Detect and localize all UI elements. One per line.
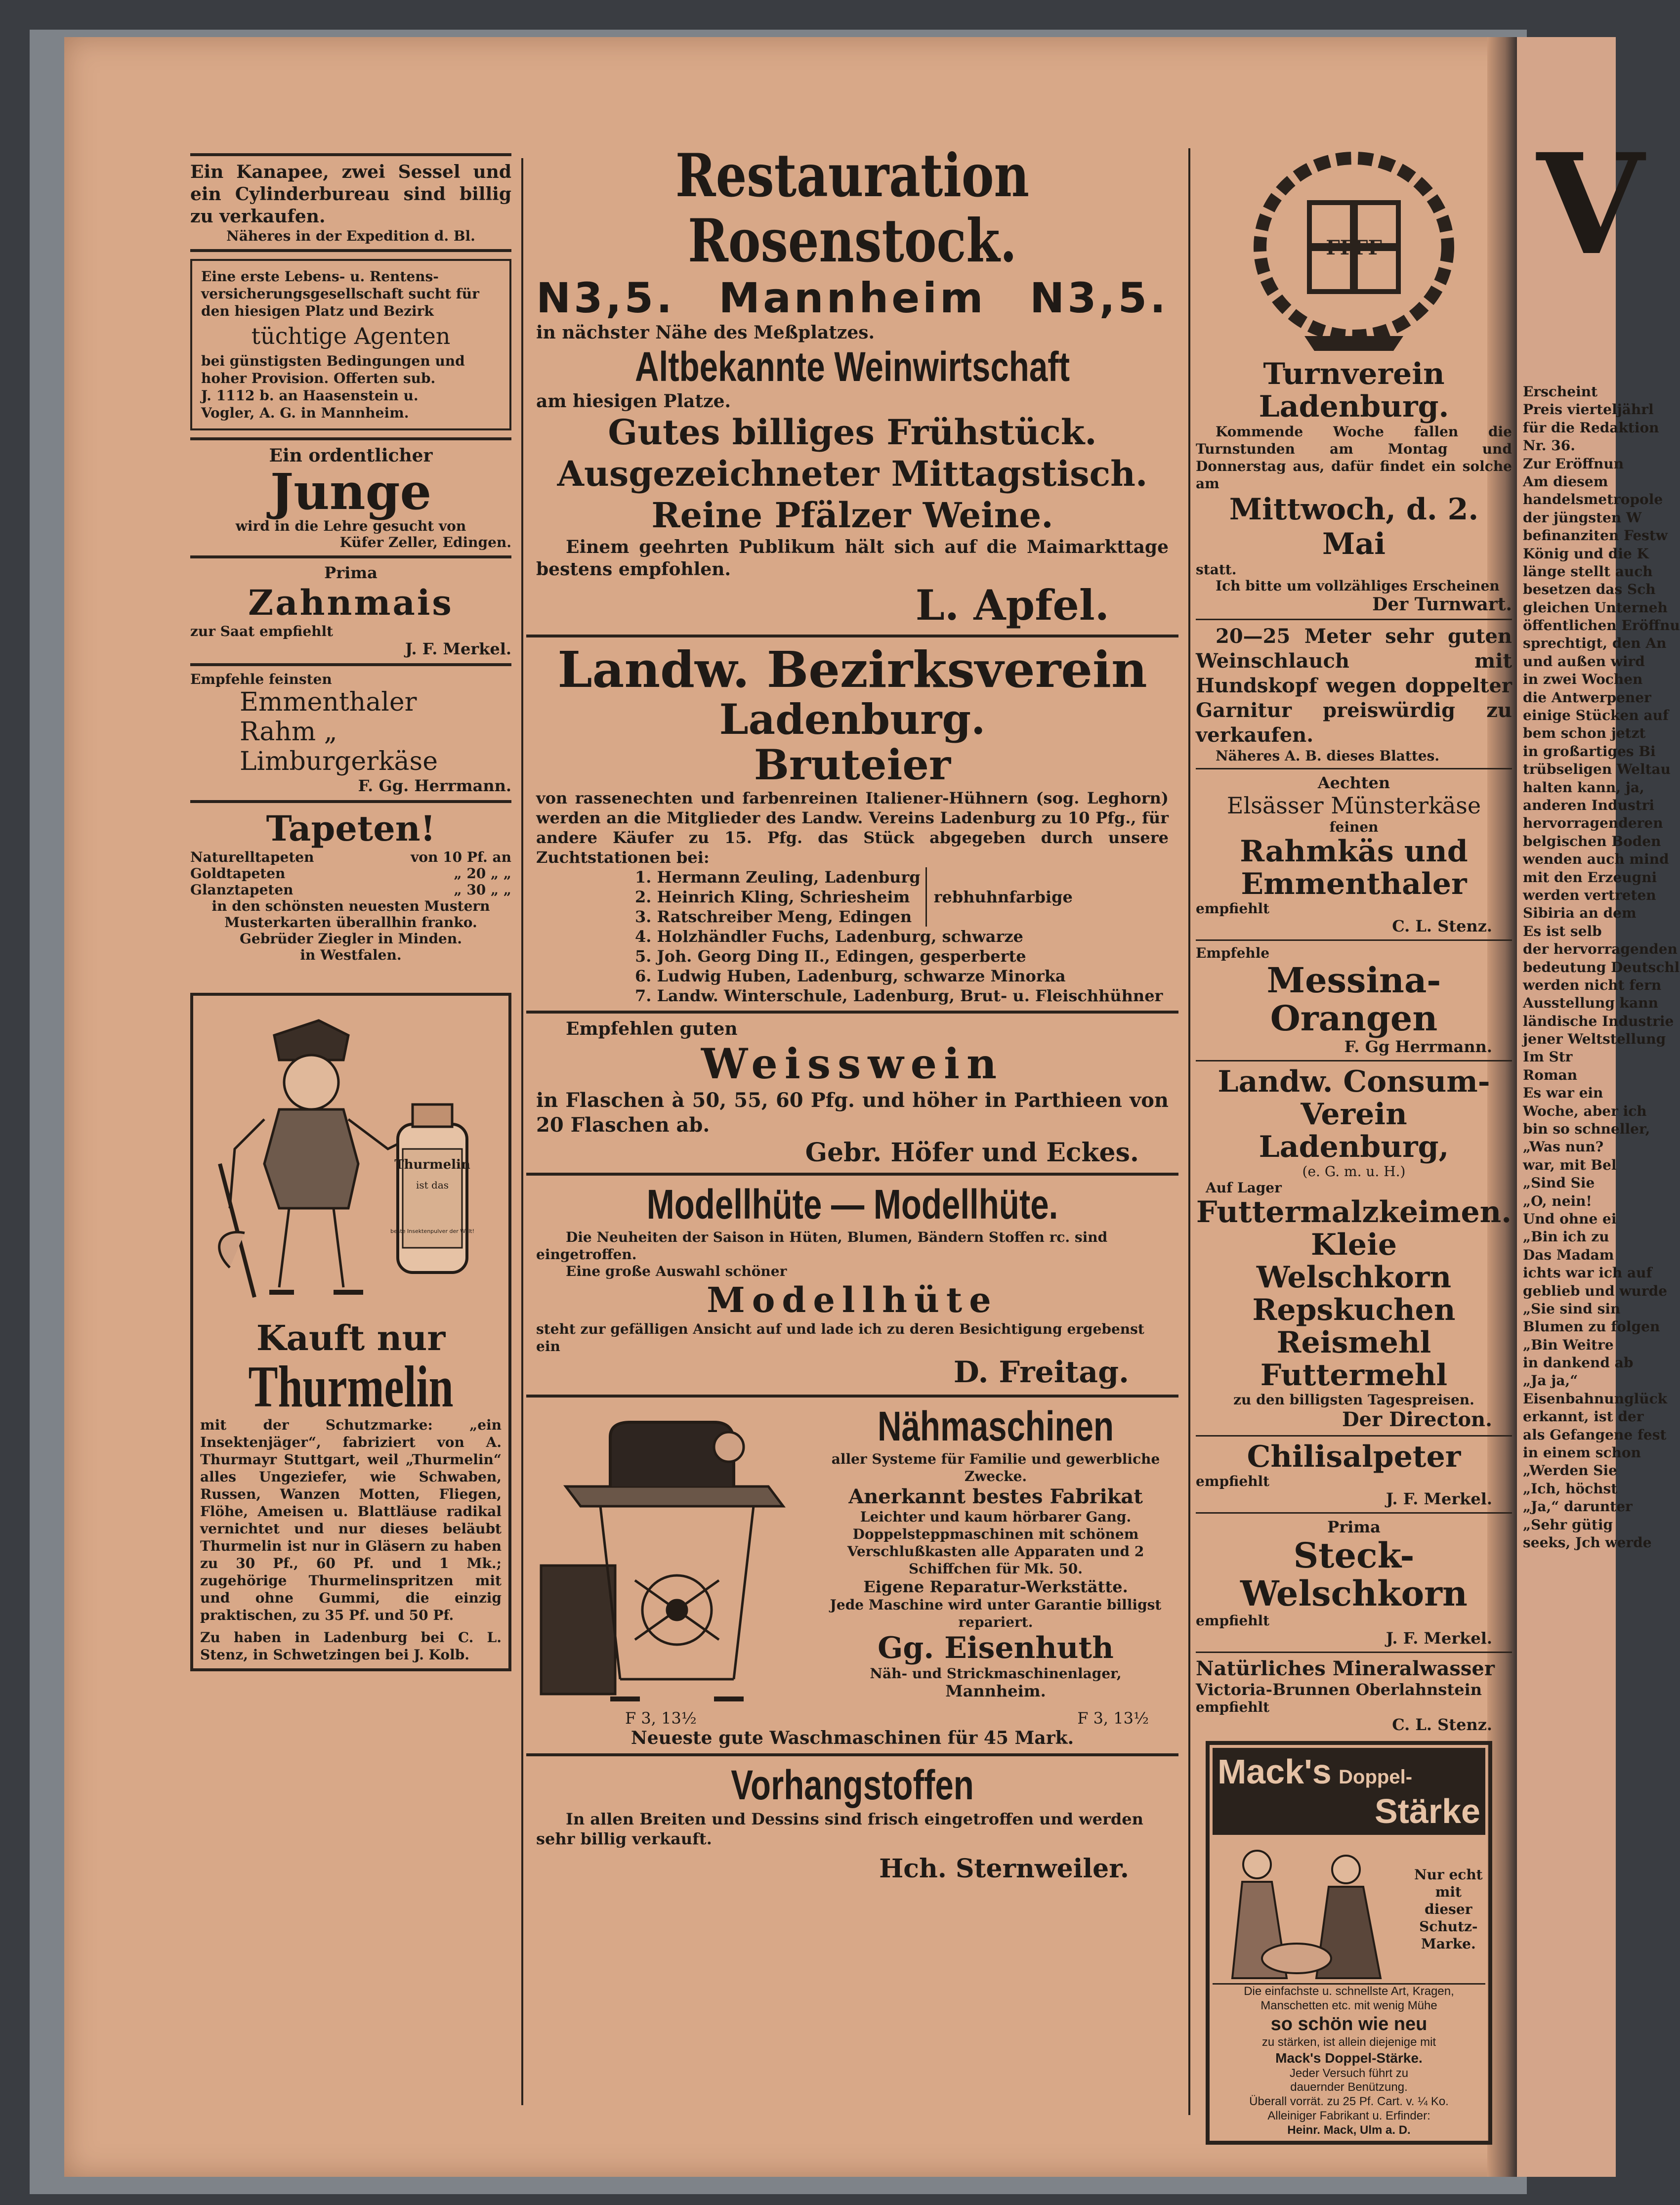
adjacent-page-line: werden nicht fern (1523, 976, 1662, 993)
bracket-note: rebhuhnfarbige (925, 867, 1073, 927)
ad-line: Eine erste Lebens- u. Rentens- (201, 268, 439, 285)
adjacent-page-line: die Antwerpener (1523, 689, 1651, 706)
adjacent-page-line: seeks, Jch werde (1523, 1534, 1652, 1551)
ad-line: Nur echt (1414, 1866, 1483, 1883)
adjacent-page-line: für die Redaktion (1523, 419, 1659, 436)
ad-muensterkaese (1196, 773, 1512, 935)
ad-line: Jede Maschine wird unter Garantie billigst repariert. (830, 1596, 1162, 1630)
ad-headline: so schön wie neu (1270, 2013, 1428, 2035)
ad-headline: Restauration Rosenstock. (675, 141, 1030, 276)
adjacent-page-line: Im Str (1523, 1049, 1573, 1065)
ad-signature: F. Gg Herrmann. (1344, 1037, 1492, 1056)
ad-body: Einem geehrten Publikum hält sich auf die Maimarkttage bestens empfohlen. (536, 537, 1169, 580)
ad-line: empfiehlt (1196, 1612, 1270, 1629)
ad-thurmelin (190, 993, 511, 1671)
adjacent-page-line: besetzen das Sch (1523, 581, 1656, 598)
ad-text: Ein Kanapee, zwei Sessel und ein Cylinderbureau sind billig zu verkaufen. (190, 162, 511, 227)
ad-line: Eigene Reparatur-Werkstätte. (863, 1577, 1128, 1596)
adjacent-page-fragment (1517, 37, 1680, 2177)
ad-headline: Victoria-Brunnen Oberlahnstein (1196, 1680, 1482, 1699)
ad-line: Überall vorrät. zu 25 Pf. Cart. v. ¼ Ko. (1249, 2095, 1449, 2109)
adjacent-page-line: Am diesem (1523, 473, 1608, 490)
ad-line: mit (1435, 1883, 1462, 1900)
adjacent-page-line: länge stellt auch (1523, 563, 1653, 580)
adjacent-page-line: Roman (1523, 1066, 1578, 1083)
ad-line: Empfehle feinsten (190, 671, 332, 687)
brand-name: Doppel- (1339, 1766, 1413, 1788)
adjacent-page-line: „Ich, höchst (1523, 1480, 1618, 1497)
ad-signature: Der Turnwart. (1372, 594, 1512, 615)
adjacent-page-line: trübseligen Weltau (1523, 761, 1671, 778)
column-rule (521, 158, 523, 2105)
adjacent-page-line: Zur Eröffnun (1523, 455, 1624, 472)
ad-line: dieser (1425, 1901, 1472, 1917)
ad-line: Näheres A. B. dieses Blattes. (1216, 748, 1440, 764)
ad-body: 20—25 Meter sehr guten Weinschlauch mit Hundskopf wegen doppelter Garnitur preiswürdig zu verkaufen. (1196, 625, 1512, 747)
ad-line: aller Systeme für Familie und gewerbliche Zwecke. (831, 1450, 1160, 1484)
ad-line: Eine große Auswahl schöner (566, 1263, 787, 1279)
ad-signature: Gg. Eisenhuth (878, 1630, 1114, 1665)
ad-headline: Landw. Consum-Verein (1218, 1064, 1490, 1132)
masthead-fragment: V (1537, 124, 1644, 286)
adjacent-page-line: der hervorragenden (1523, 941, 1678, 958)
adjacent-page-line: halten kann, ja, (1523, 779, 1644, 796)
address: N3,5. (1029, 274, 1169, 322)
ad-line: Mannheim. (945, 1681, 1046, 1700)
ad-line: Die einfachste u. schnellste Art, Kragen, (1244, 1985, 1454, 1998)
middle-column (526, 143, 1178, 1884)
ad-macks-doppel-staerke (1206, 1741, 1492, 2145)
ad-line: Ich bitte um vollzähliges Erscheinen (1216, 578, 1500, 594)
adjacent-page-line: einige Stücken auf (1523, 707, 1669, 724)
ad-consum-verein (1196, 1065, 1512, 1431)
ad-line: Auf Lager (1206, 1180, 1282, 1196)
ad-vorhangstoffen (526, 1761, 1178, 1884)
adjacent-page-line: Preis vierteljährl (1523, 401, 1654, 418)
ad-body: Kommende Woche fallen die Turnstunden am Montag und Donnerstag aus, dafür findet ein solche am (1196, 424, 1512, 492)
list-item: 6. Ludwig Huben, Ladenburg, schwarze Minorka (635, 966, 1066, 985)
ad-line: J. 1112 b. an Haasenstein u. (201, 387, 419, 404)
ad-messina-orangen (1196, 945, 1512, 1056)
adjacent-page-line: Nr. 36. (1523, 437, 1575, 454)
wreath-emblem (1196, 148, 1512, 356)
ad-line: Heinr. Mack, Ulm a. D. (1287, 2123, 1411, 2137)
ad-line: am hiesigen Platze. (536, 391, 731, 412)
ad-line: Mack's Doppel-Stärke. (1275, 2050, 1423, 2066)
ad-product: Futtermehl (1260, 1358, 1448, 1393)
list-item: 7. Landw. Winterschule, Ladenburg, Brut- u. Fleischhühner (635, 986, 1163, 1005)
list-item: 2. Heinrich Kling, Schriesheim (635, 887, 910, 906)
ad-line: Aechten (1317, 773, 1390, 792)
ad-line: Marke. (1421, 1935, 1476, 1952)
sewing-machine-illustration (536, 1402, 813, 1709)
ad-chilisalpeter (1196, 1441, 1512, 1508)
ad-line: versicherungsgesellschaft sucht für (201, 286, 479, 302)
ad-line: dauernder Benützung. (1290, 2080, 1408, 2094)
adjacent-page-line: ländische Industrie (1523, 1013, 1674, 1029)
adjacent-page-line: belgischen Boden (1523, 833, 1661, 849)
adjacent-page-line: Ausstellung kann (1523, 995, 1658, 1012)
adjacent-page-line: König und die K (1523, 545, 1649, 562)
ad-junge (190, 445, 511, 551)
ad-signature: Der Directon. (1342, 1408, 1492, 1431)
ad-product: Repskuchen (1252, 1293, 1456, 1327)
ad-line: Alleiniger Fabrikant u. Erfinder: (1267, 2109, 1430, 2122)
ad-body: von rassenechten und farbenreinen Italiener-Hühnern (sog. Leghorn) werden an die Mitglieder des Landw. Vereins Ladenburg zu 10 Pfg., für andere Käufer zu 15. Pfg. das Stück abgegeben durch unsere Zuchtstationen bei: (536, 788, 1169, 867)
ad-line: zu den billigsten Tagespreisen. (1233, 1392, 1474, 1408)
ad-headline: Rahmkäs und (1240, 834, 1468, 869)
ad-line: Gebrüder Ziegler in Minden. (240, 931, 462, 947)
ad-product: Welschkorn (1256, 1260, 1452, 1295)
adjacent-page-line: in dankend ab (1523, 1355, 1634, 1371)
ad-line: Prima (324, 563, 378, 582)
ad-body: mit der Schutzmarke: „ein Insektenjäger“, fabriziert von A. Thurmayr Stuttgart, weil „Thurmelin“ alles Ungeziefer, wie Schwaben, Russen, Wanzen Motten, Fliegen, Flöhe, Ameisen u. Blattläuse radikal vernichtet und nur dieses beläubt Thurmelin ist nur in Gläsern zu haben zu 30 Pf., 60 Pf. und 1 Mk.; zugehörige Thurmelinspritzen mit und ohne Gummi, die einzig praktischen, zu 35 Pf. und 50 Pf. (200, 1417, 502, 1623)
ad-line: Näh- und Strickmaschinenlager, (870, 1665, 1122, 1682)
ad-headline: Vorhangstoffen (731, 1761, 974, 1808)
ad-headline: Ladenburg, (1259, 1130, 1449, 1164)
ad-line: Prima (1327, 1518, 1381, 1536)
address: F 3, 13½ (1077, 1708, 1149, 1728)
ad-headline: Steck-Welschkorn (1240, 1535, 1468, 1614)
ad-line: Schutz- (1419, 1918, 1478, 1935)
ad-line: Leichter und kaum hörbarer Gang. (860, 1508, 1132, 1525)
ad-signature: Küfer Zeller, Edingen. (339, 534, 511, 551)
ad-line: Limburgerkäse (240, 747, 438, 776)
ad-line: den hiesigen Platz und Bezirk (201, 303, 434, 319)
adjacent-page-line: jener Weltstellung (1523, 1031, 1666, 1048)
ad-line: wird in die Lehre gesucht von (235, 518, 466, 534)
bottle-label-line: beste Insektenpulver der Welt! (390, 1228, 475, 1234)
ad-line: Rahm „ (240, 717, 337, 747)
brand-name: Mack's (1218, 1752, 1332, 1791)
adjacent-page-line: geblieb und wurde (1523, 1282, 1668, 1299)
ad-headline: Zahnmais (248, 582, 454, 623)
adjacent-page-line: „Bin Weitre (1523, 1336, 1614, 1353)
ad-headline: Ausgezeichneter Mittagstisch. (557, 453, 1148, 494)
ad-line: Ein ordentlicher (269, 445, 433, 466)
adjacent-page-line: „Sind Sie (1523, 1175, 1595, 1191)
ad-signature: L. Apfel. (915, 581, 1109, 630)
adjacent-page-line: sprechtigt, den An (1523, 635, 1667, 652)
adjacent-page-line: wenden auch mind (1523, 851, 1669, 868)
ad-line: empfiehlt (1196, 1699, 1270, 1715)
ad-line: empfiehlt (1196, 1473, 1270, 1489)
adjacent-page-line: gleichen Unterneh (1523, 599, 1668, 616)
adjacent-page-line: in einem schon (1523, 1444, 1641, 1461)
ad-headline: Gutes billiges Frühstück. (608, 412, 1097, 453)
adjacent-page-line: „Ja,“ darunter (1523, 1498, 1633, 1515)
adjacent-page-line: „O, nein! (1523, 1192, 1592, 1209)
ad-line: Naturelltapeten (190, 849, 314, 865)
adjacent-page-line: befinanziten Festw (1523, 527, 1668, 544)
ad-signature: J. F. Merkel. (1386, 1629, 1492, 1648)
ad-line: Glanztapeten (190, 882, 294, 898)
ad-modellhuete (526, 1181, 1178, 1390)
ad-headline: Tapeten! (266, 808, 436, 849)
ad-line: Emmenthaler (240, 687, 417, 717)
adjacent-page-line: „Ja ja,“ (1523, 1372, 1578, 1389)
ad-signature: D. Freitag. (953, 1355, 1129, 1390)
ad-signature: J. F. Merkel. (405, 639, 511, 658)
ad-zahnmais (190, 563, 511, 658)
ad-steck-welschkorn (1196, 1518, 1512, 1648)
adjacent-page-line: Es ist selb (1523, 923, 1602, 939)
ad-line: bei günstigsten Bedingungen und (201, 353, 465, 369)
ad-headline: Modellhüte — Modellhüte. (646, 1181, 1058, 1228)
ad-bezirksverein (526, 642, 1178, 1006)
ad-line: Musterkarten überallhin franko. (224, 914, 477, 931)
ad-body: Doppelsteppmaschinen mit schönem Verschlußkasten alle Apparaten und 2 Schiffchen für Mk. 50. (847, 1526, 1144, 1577)
adjacent-page-line: „Werden Sie (1523, 1462, 1617, 1479)
ad-line: Vogler, A. G. in Mannheim. (201, 405, 409, 421)
adjacent-page-line: mit den Erzeugni (1523, 869, 1657, 886)
adjacent-page-line: in großartiges Bi (1523, 743, 1656, 760)
brand-name: Stärke (1374, 1792, 1480, 1830)
ad-headline: Modellhüte (707, 1279, 998, 1320)
ad-line: „ 30 „ „ (454, 882, 511, 898)
ad-headline: Bruteier (754, 740, 951, 790)
insect-hunter-illustration (200, 1001, 477, 1317)
ad-line: Empfehle (1196, 945, 1270, 961)
list-item: 5. Joh. Georg Ding II., Edingen, gesperberte (635, 946, 1026, 966)
ad-line: „ 20 „ „ (454, 865, 511, 882)
adjacent-page-line: „Was nun? (1523, 1139, 1604, 1155)
ad-line: Goldtapeten (190, 865, 286, 882)
ad-tapeten (190, 808, 511, 963)
adjacent-page-line: der jüngsten W (1523, 509, 1642, 526)
ad-line: statt. (1196, 561, 1237, 578)
ad-product: Reismehl (1276, 1325, 1431, 1360)
ad-headline: tüchtige Agenten (251, 323, 451, 349)
ad-line: zu stärken, ist allein diejenige mit (1261, 2035, 1436, 2049)
ad-naehmaschinen (526, 1402, 1178, 1709)
ad-note: Näheres in der Expedition d. Bl. (226, 228, 475, 244)
adjacent-page-line: anderen Industri (1523, 797, 1655, 813)
ad-restauration-rosenstock (526, 143, 1178, 630)
ad-line: in den schönsten neuesten Mustern (211, 898, 490, 914)
adjacent-page-line: Erscheint (1523, 383, 1598, 400)
adjacent-page-line: bedeutung Deutschl (1523, 959, 1680, 975)
address: F 3, 13½ (625, 1708, 697, 1728)
adjacent-page-text (1517, 274, 1680, 1552)
ad-product: Futtermalzkeimen. (1196, 1195, 1512, 1230)
adjacent-page-line: Woche, aber ich (1523, 1102, 1647, 1119)
adjacent-page-line: Das Madam (1523, 1246, 1614, 1263)
list-item: 4. Holzhändler Fuchs, Ladenburg, schwarze (635, 927, 1023, 946)
ad-signature: C. L. Stenz. (1392, 917, 1492, 935)
ad-body: steht zur gefälligen Ansicht auf und lade ich zu deren Besichtigung ergebenst ein (536, 1320, 1144, 1355)
ad-line: Empfehlen guten (566, 1018, 738, 1039)
ad-headline: Natürliches Mineralwasser (1196, 1657, 1495, 1680)
adjacent-page-line: Es war ein (1523, 1085, 1603, 1102)
adjacent-page-line: Und ohne ei (1523, 1210, 1617, 1227)
ad-line: feinen (1329, 819, 1379, 835)
adjacent-page-line: erkannt, ist der (1523, 1408, 1644, 1425)
ad-body: In allen Breiten und Dessins sind frisch eingetroffen und werden sehr billig verkauft. (536, 1809, 1143, 1848)
adjacent-page-line: Eisenbahnunglück (1523, 1390, 1668, 1407)
ad-signature: C. L. Stenz. (1392, 1715, 1492, 1734)
adjacent-page-line: und außen wird (1523, 653, 1645, 670)
ad-headline: Weisswein (701, 1039, 1004, 1088)
ad-headline: Reine Pfälzer Weine. (651, 495, 1053, 536)
ad-product-name: Thurmelin (248, 1354, 454, 1419)
ad-headline: Chilisalpeter (1247, 1440, 1461, 1474)
ad-line: zur Saat empfiehlt (190, 623, 334, 639)
address: N3,5. (536, 274, 675, 322)
adjacent-page-line: bin so schneller, (1523, 1121, 1650, 1138)
emblem-lettering: FFFF (1326, 236, 1382, 259)
adjacent-page-line: öffentlichen Eröffnu (1523, 617, 1680, 634)
ad-headline: Elsässer Münsterkäse (1226, 792, 1481, 819)
adjacent-page-line: war, mit Bel (1523, 1156, 1617, 1173)
column-rule (1188, 148, 1190, 2115)
list-item: 1. Hermann Zeuling, Ladenburg (635, 867, 921, 887)
ad-body: in Flaschen à 50, 55, 60 Pfg. und höher in Parthieen von 20 Flaschen ab. (536, 1088, 1169, 1137)
ad-signature: Gebr. Höfer und Eckes. (805, 1137, 1139, 1168)
ad-signature: J. F. Merkel. (1386, 1489, 1492, 1508)
left-column (190, 148, 511, 1671)
ad-footer: Zu haben in Ladenburg bei C. L. Stenz, in Schwetzingen bei J. Kolb. (200, 1629, 502, 1663)
adjacent-page-line: „Bin ich zu (1523, 1229, 1609, 1245)
ad-line: in Westfalen. (300, 947, 402, 963)
ad-line: in nächster Nähe des Meßplatzes. (536, 322, 875, 343)
ad-line: (e. G. m. u. H.) (1302, 1163, 1406, 1180)
adjacent-page-line: „Sehr gütig (1523, 1516, 1613, 1533)
ad-kanapee (190, 161, 511, 244)
ad-headline: Junge (270, 463, 432, 521)
ad-agenten (190, 259, 511, 430)
adjacent-page-line: ichts war ich auf (1523, 1265, 1652, 1281)
ad-weinschlauch (1196, 624, 1512, 764)
ad-weisswein (526, 1018, 1178, 1168)
ad-line: Neueste gute Waschmaschinen für 45 Mark. (630, 1727, 1074, 1748)
ad-headline: Kauft nur (256, 1317, 446, 1358)
ad-emmenthaler (190, 671, 511, 795)
ad-line: Anerkannt bestes Fabrikat (848, 1484, 1143, 1508)
ad-headline: Emmenthaler (1241, 867, 1467, 901)
ad-headline: Messina-Orangen (1266, 960, 1441, 1039)
ad-line: hoher Provision. Offerten sub. (201, 370, 436, 386)
ad-mineralwasser (1196, 1657, 1512, 1734)
ad-signature: F. Gg. Herrmann. (358, 776, 511, 795)
adjacent-page-line: „Sie sind sin (1523, 1300, 1621, 1317)
ad-headline: Altbekannte Weinwirtschaft (635, 343, 1070, 390)
adjacent-page-line: bem schon jetzt (1523, 725, 1646, 742)
ad-signature: Hch. Sternweiler. (879, 1853, 1129, 1884)
bottle-label-name: Thurmelin (394, 1157, 470, 1172)
ad-body: Die Neuheiten der Saison in Hüten, Blumen, Bändern Stoffen rc. sind eingetroffen. (536, 1229, 1108, 1263)
adjacent-page-line: handelsmetropole (1523, 491, 1663, 508)
ad-line: von 10 Pf. an (411, 849, 511, 865)
right-column (1196, 148, 1512, 2145)
ad-headline: Turnverein Ladenburg. (1259, 357, 1449, 424)
adjacent-page-line: als Gefangene fest (1523, 1426, 1667, 1443)
ad-headline: Nähmaschinen (877, 1402, 1114, 1449)
ad-product: Kleie (1310, 1228, 1397, 1262)
ad-turnverein (1196, 148, 1512, 615)
ad-line: Manschetten etc. mit wenig Mühe (1260, 1998, 1437, 2012)
bottle-label-line: ist das (416, 1179, 449, 1191)
ad-headline: Ladenburg. (719, 695, 986, 744)
laundress-illustration (1213, 1835, 1410, 1983)
adjacent-page-line: werden vertreten (1523, 887, 1656, 903)
adjacent-page-line: Blumen zu folgen (1523, 1318, 1660, 1335)
ad-line: empfiehlt (1196, 900, 1270, 917)
ad-line: Jeder Versuch führt zu (1289, 2066, 1409, 2080)
adjacent-page-line: Sibiria an dem (1523, 905, 1637, 922)
list-item: 3. Ratschreiber Meng, Edingen (635, 907, 912, 926)
adjacent-page-line: in zwei Wochen (1523, 671, 1643, 688)
ad-headline: Landw. Bezirksverein (557, 640, 1147, 699)
adjacent-page-line: hervorragenderen (1523, 815, 1663, 832)
address: Mannheim (718, 274, 986, 322)
ad-headline: Mittwoch, d. 2. Mai (1229, 492, 1479, 561)
